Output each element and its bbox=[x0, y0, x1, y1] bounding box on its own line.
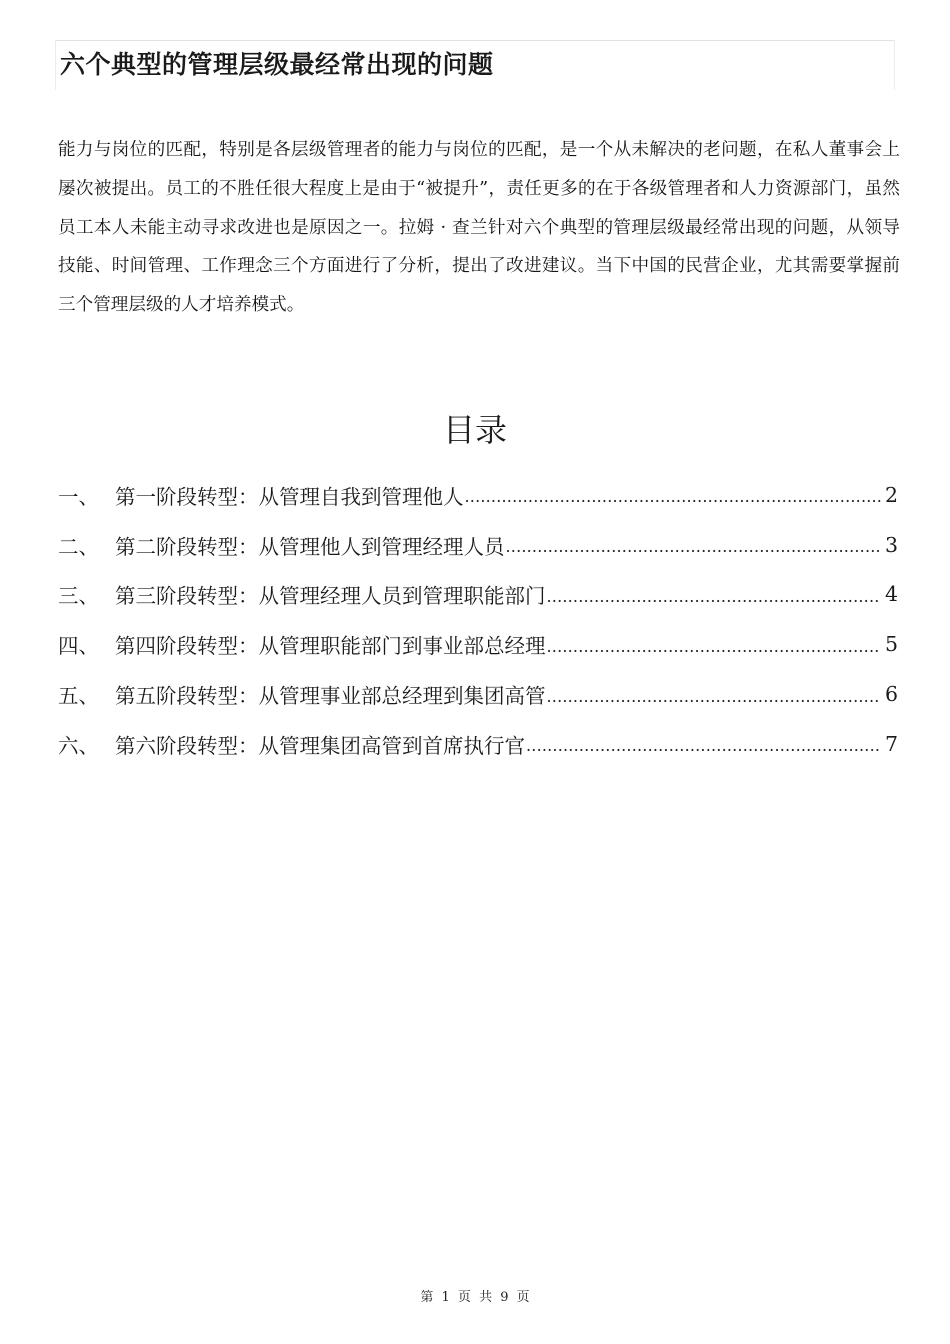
toc-entry-page: 3 bbox=[884, 532, 898, 557]
intro-paragraph: 能力与岗位的匹配，特别是各层级管理者的能力与岗位的匹配，是一个从未解决的老问题，在私人董事会上屡次被提出。员工的不胜任很大程度上是由于“被提升”，责任更多的在于各级管理者和人力资源部门，虽然员工本人未能主动寻求改进也是原因之一。拉姆 · 查兰针对六个典型的管理层级最经常出现的问题，从领导技能、时间管理、工作理念三个方面进行了分析，提出了改进建议。当下中国的民营企业，尤其需要掌握前三个管理层级的人才培养模式。 bbox=[58, 140, 900, 316]
toc-dot-leader bbox=[465, 483, 881, 506]
toc-entry-page: 6 bbox=[884, 682, 898, 707]
toc-entry-title: 第二阶段转型：从管理他人到管理经理人员 bbox=[115, 534, 505, 559]
toc-entry-page: 5 bbox=[884, 632, 898, 657]
footer-total-pages: 9 bbox=[500, 1290, 509, 1305]
toc-entry-4[interactable] bbox=[58, 619, 898, 669]
footer-total-word: 共 bbox=[479, 1290, 493, 1305]
toc-entry-number: 五、 bbox=[58, 684, 99, 709]
toc-entry-title: 第六阶段转型：从管理集团高管到首席执行官 bbox=[115, 733, 525, 758]
toc-dot-leader bbox=[506, 533, 881, 556]
toc-entry-number: 三、 bbox=[58, 584, 99, 609]
footer-current-page: 1 bbox=[441, 1290, 450, 1305]
toc-entry-page: 2 bbox=[884, 482, 898, 507]
toc-entry-title: 第四阶段转型：从管理职能部门到事业部总经理 bbox=[115, 634, 546, 659]
toc-entry-6[interactable] bbox=[58, 719, 898, 769]
toc-entry-2[interactable] bbox=[58, 520, 898, 570]
toc-entry-title: 第一阶段转型：从管理自我到管理他人 bbox=[115, 484, 464, 509]
title-box bbox=[55, 40, 895, 90]
toc-entry-number: 一、 bbox=[58, 484, 99, 509]
toc-dot-leader bbox=[547, 633, 881, 656]
footer-prefix: 第 bbox=[420, 1290, 434, 1305]
table-of-contents bbox=[58, 470, 898, 769]
toc-dot-leader bbox=[526, 732, 881, 755]
toc-entry-title: 第三阶段转型：从管理经理人员到管理职能部门 bbox=[115, 584, 546, 609]
toc-dot-leader bbox=[547, 583, 881, 606]
toc-entry-5[interactable] bbox=[58, 669, 898, 719]
toc-entry-page: 7 bbox=[884, 731, 898, 756]
toc-entry-number: 四、 bbox=[58, 634, 99, 659]
toc-entry-1[interactable] bbox=[58, 470, 898, 520]
toc-entry-page: 4 bbox=[884, 582, 898, 607]
toc-heading: 目录 bbox=[442, 411, 507, 449]
toc-entry-number: 六、 bbox=[58, 733, 99, 758]
toc-dot-leader bbox=[547, 683, 881, 706]
document-title: 六个典型的管理层级最经常出现的问题 bbox=[60, 50, 494, 79]
footer-page-word: 页 bbox=[457, 1290, 471, 1305]
toc-entry-3[interactable] bbox=[58, 570, 898, 620]
footer-suffix: 页 bbox=[516, 1290, 530, 1305]
toc-entry-title: 第五阶段转型：从管理事业部总经理到集团高管 bbox=[115, 684, 546, 709]
toc-entry-number: 二、 bbox=[58, 534, 99, 559]
page-footer bbox=[0, 1286, 950, 1305]
